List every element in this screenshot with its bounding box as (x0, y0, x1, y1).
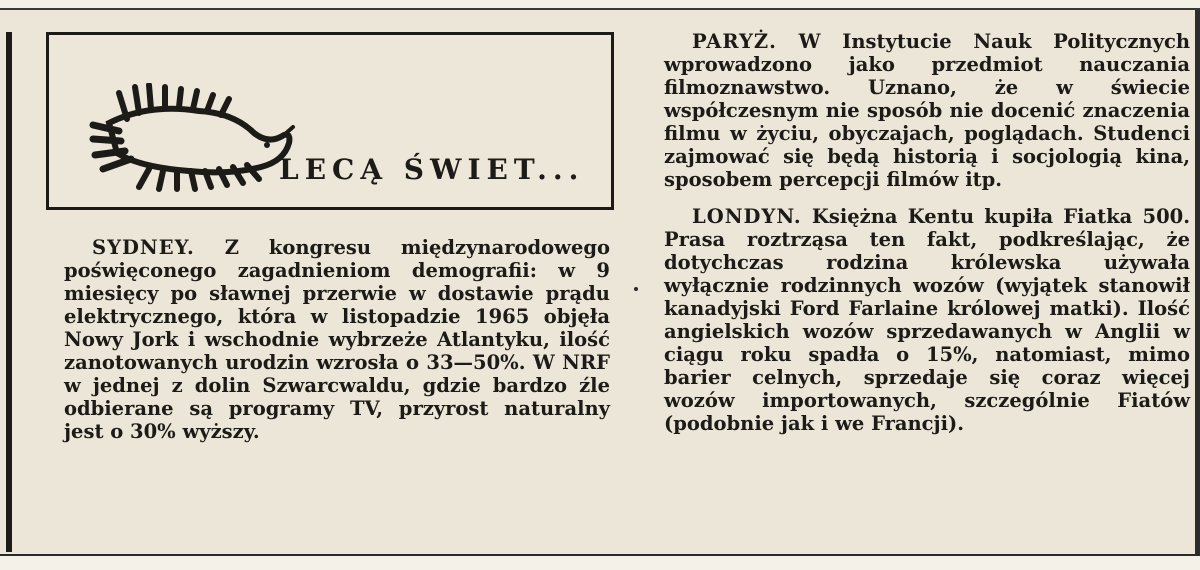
article-paris (664, 30, 1190, 191)
article-place: PARYŻ. (692, 30, 777, 53)
article-text: Z kongresu międzynarodowego poświęconego zagadnieniom demografii: w 9 miesięcy po sławnej przerwie w dostawie prądu elektrycznego, która w listopadzie 1965 objęła Nowy Jork i wschodnie wybrzeże Atlantyku, ilość zanotowanych urodzin wzrosła o 33—50%. W NRF w jednej z dolin Szwarcwaldu, gdzie bardzo źle odbierane są programy TV, przyrost naturalny jest o 30% wyższy. (64, 236, 610, 443)
article-text: Księżna Kentu kupiła Fiatka 500. Prasa roztrząsa ten fakt, podkreślając, że dotychczas rodzina królewska używała wyłącznie rodzinnych wozów (wyjątek stanowił kanadyjski Ford Farlaine królowej matki). Ilość angielskich wozów sprzedawanych w Anglii w ciągu roku spadła o 15%, natomiast, mimo barier celnych, sprzedaje się coraz więcej wozów importowanych, szczególnie Fiatów (podobnie jak i we Francji). (664, 205, 1190, 435)
article-text: W Instytucie Nauk Politycznych wprowadzono jako przedmiot nauczania filmoznawstwo. Uznano, że w świecie współczesnym nie sposób nie docenić znaczenia filmu w życiu, obyczajach, poglądach. Studenci zajmować się będą historią i socjologią kina, sposobem percepcji filmów itp. (664, 30, 1190, 191)
article-london (664, 205, 1190, 435)
top-rule (0, 0, 1200, 10)
print-speck (634, 287, 638, 291)
left-column (64, 236, 610, 457)
article-place: LONDYN. (692, 205, 802, 228)
left-column-rule (6, 32, 12, 552)
article-sydney (64, 236, 610, 443)
right-edge-rule (1195, 10, 1200, 554)
article-place: SYDNEY. (92, 236, 195, 259)
column-title: LECĄ ŚWIET... (279, 153, 585, 186)
hedgehog-icon (79, 83, 299, 193)
right-column (664, 30, 1190, 449)
column-header-box (46, 32, 614, 210)
